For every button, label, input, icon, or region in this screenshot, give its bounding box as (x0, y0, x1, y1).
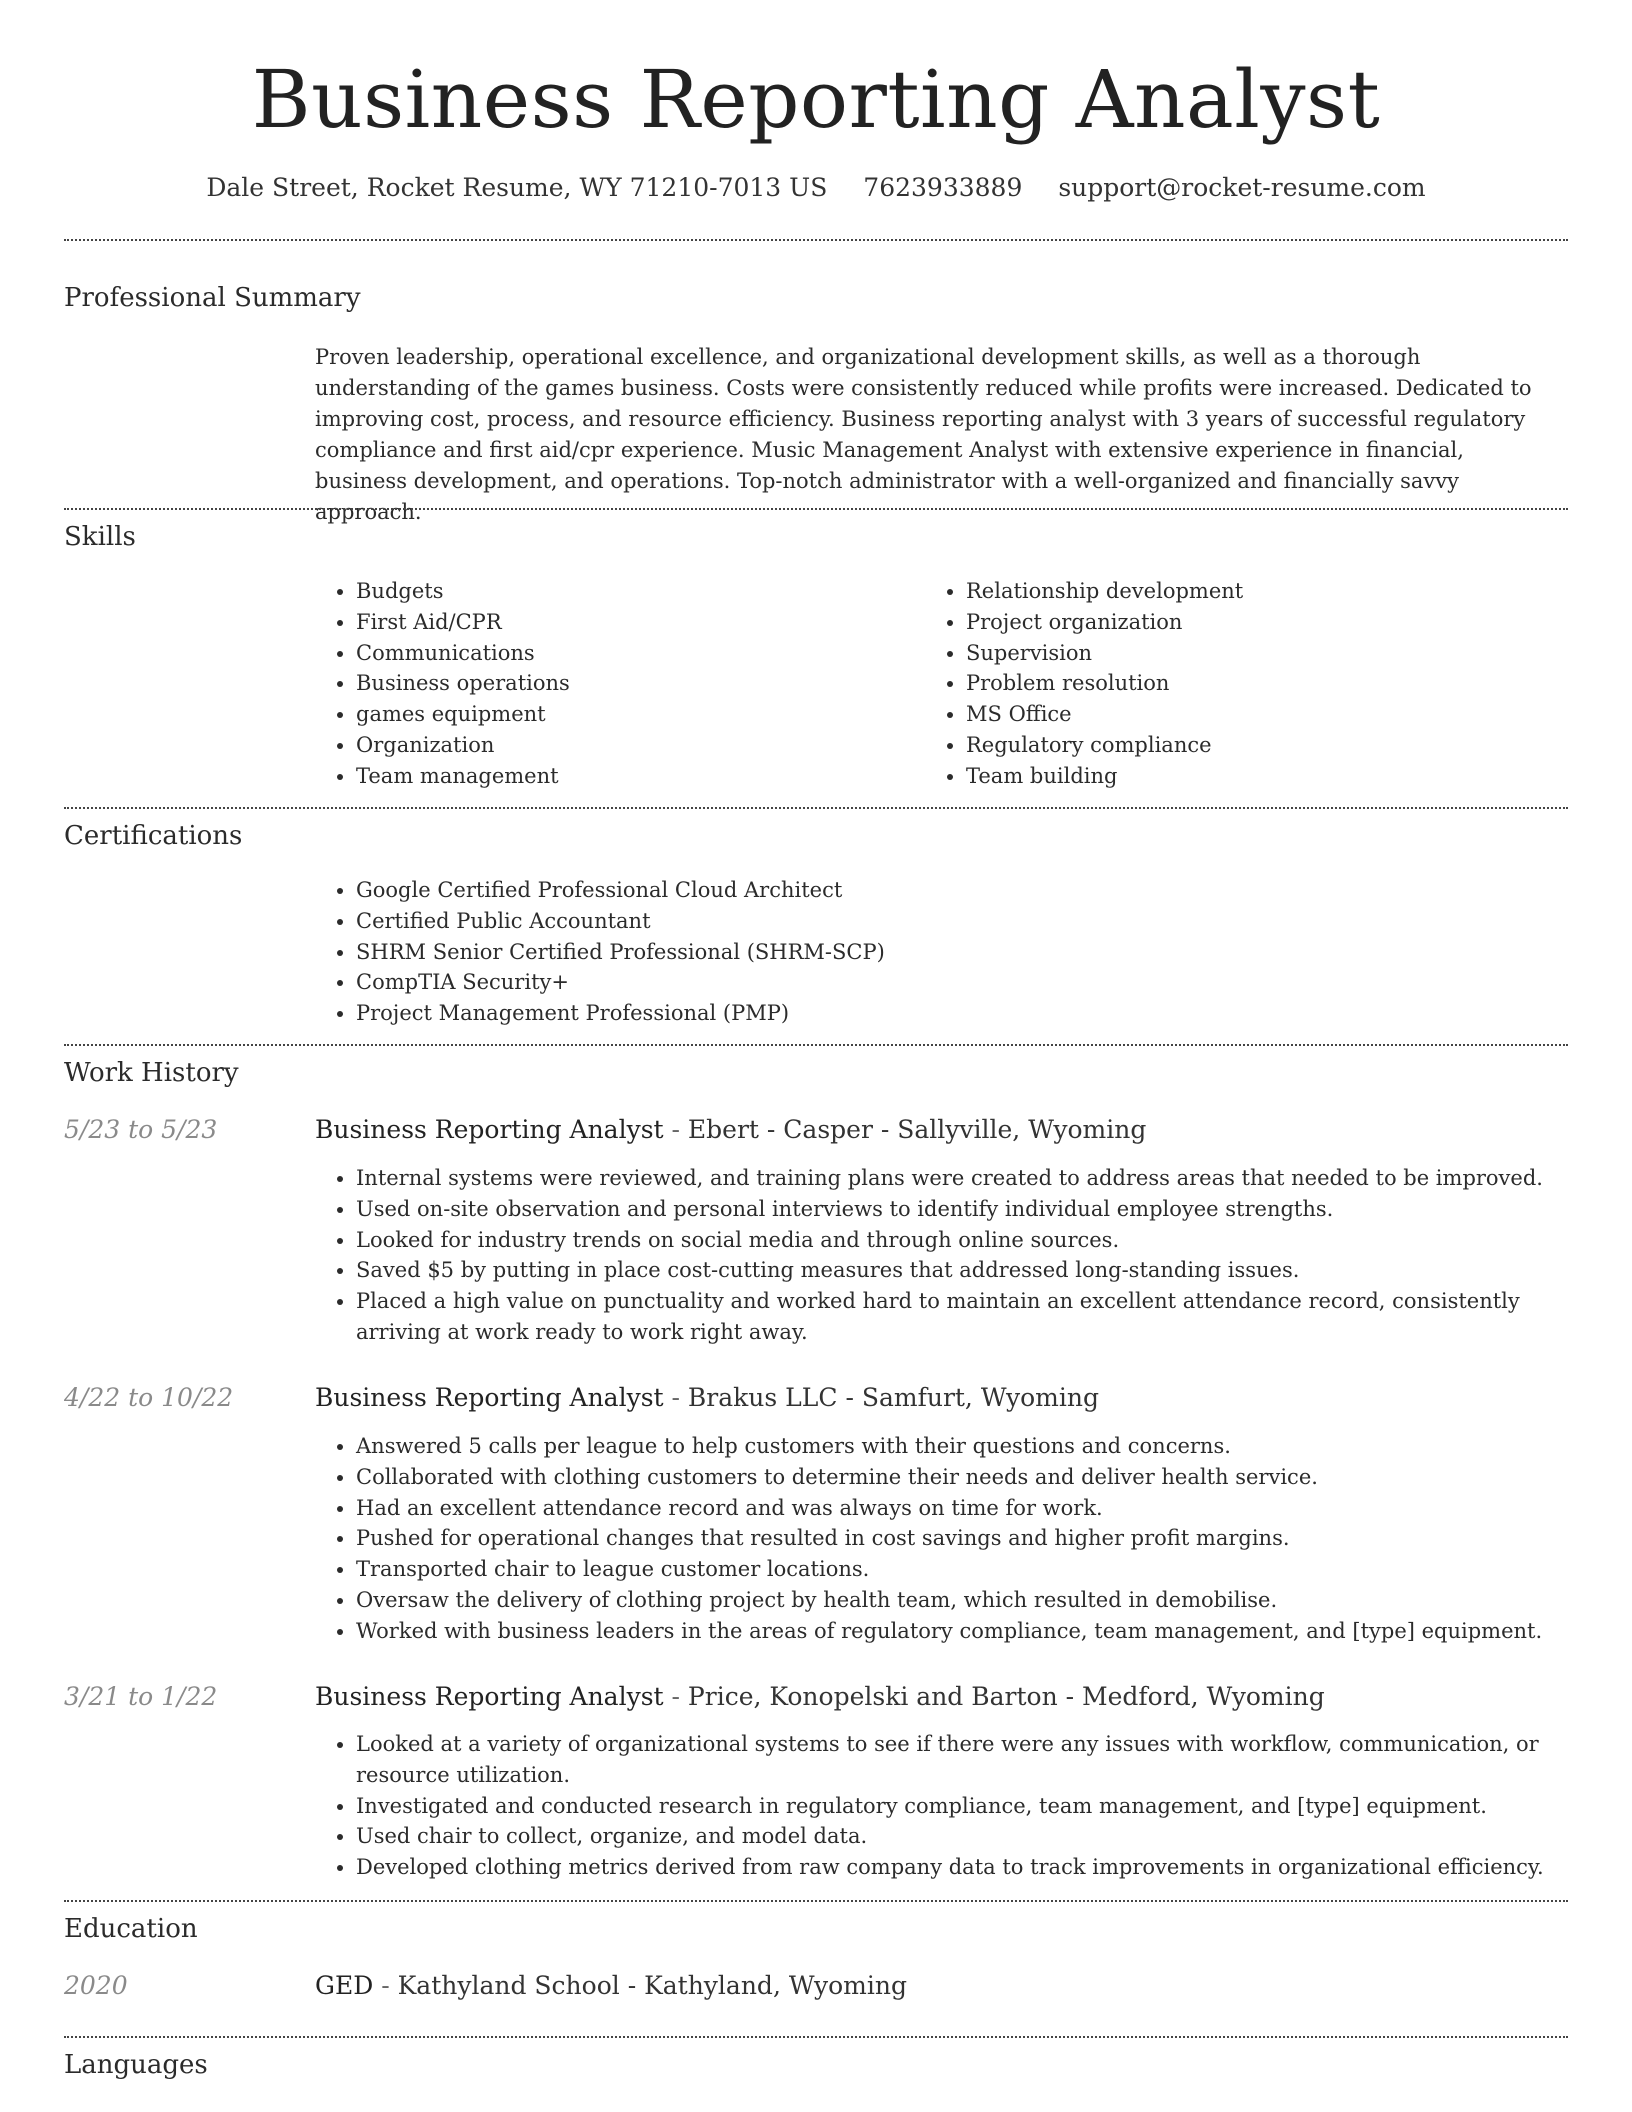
job-bullet: • Looked at a variety of organizational systems to see if there were any issues with workflow, communication, or resource utilization. (356, 1729, 1580, 1791)
divider (64, 508, 1568, 510)
job-bullet: • Internal systems were reviewed, and training plans were created to address areas that needed to be improved. (356, 1163, 1580, 1194)
skills-list-left (312, 576, 916, 792)
address: Dale Street, Rocket Resume, WY 71210-7013 US (206, 173, 828, 202)
certifications-heading: Certifications (64, 821, 243, 851)
languages-heading: Languages (64, 2050, 208, 2080)
divider (64, 2036, 1568, 2038)
divider (64, 1900, 1568, 1902)
skill-item: • Communications (356, 638, 916, 669)
contact-line (0, 170, 1632, 206)
divider (64, 807, 1568, 809)
certification-item: • CompTIA Security+ (356, 967, 1556, 998)
job-bullet: • Looked for industry trends on social media and through online sources. (356, 1225, 1580, 1256)
job-bullet: • Oversaw the delivery of clothing project by health team, which resulted in demobilise. (356, 1585, 1580, 1616)
education-entry: GED - Kathyland School - Kathyland, Wyoming (315, 1971, 907, 2000)
skill-item: • Budgets (356, 576, 916, 607)
job-bullet: • Had an excellent attendance record and was always on time for work. (356, 1493, 1580, 1524)
job-role: Business Reporting Analyst (315, 1682, 664, 1711)
skill-item: • Project organization (966, 607, 1566, 638)
education-heading: Education (64, 1914, 198, 1944)
email: support@rocket-resume.com (1058, 173, 1426, 202)
job-bullets (312, 1431, 1580, 1647)
education-school: Kathyland School - Kathyland, Wyoming (397, 1971, 907, 2000)
skill-item: • First Aid/CPR (356, 607, 916, 638)
divider (64, 1044, 1568, 1046)
skill-item: • Regulatory compliance (966, 730, 1566, 761)
job-bullet: • Saved $5 by putting in place cost-cutting measures that addressed long-standing issues. (356, 1255, 1580, 1286)
phone: 7623933889 (863, 173, 1023, 202)
job-title: Business Reporting Analyst - Brakus LLC - Samfurt, Wyoming (315, 1383, 1099, 1412)
skill-item: • MS Office (966, 699, 1566, 730)
skills-heading: Skills (64, 522, 136, 552)
education-degree: GED (315, 1971, 374, 2000)
certification-item: • SHRM Senior Certified Professional (SHRM-SCP) (356, 937, 1556, 968)
job-dates: 4/22 to 10/22 (64, 1383, 234, 1412)
summary-text: Proven leadership, operational excellence, and organizational development skills, as well as a thorough understanding of the games business. Costs were consistently reduced while profits were increased. Dedicated to improving cost, process, and resource efficiency. Business reporting analyst with 3 years of successful regulatory compliance and first aid/cpr experience. Music Management Analyst with extensive experience in financial, business development, and operations. Top-notch administrator with a well-organized and financially savvy approach. (315, 345, 1532, 524)
divider (64, 239, 1568, 241)
job-title: Business Reporting Analyst - Price, Konopelski and Barton - Medford, Wyoming (315, 1682, 1325, 1711)
job-bullet: • Transported chair to league customer locations. (356, 1554, 1580, 1585)
education-year: 2020 (64, 1971, 128, 2000)
job-dates: 5/23 to 5/23 (64, 1115, 218, 1144)
job-organization: Ebert - Casper - Sallyville, Wyoming (687, 1115, 1147, 1144)
summary-heading: Professional Summary (64, 283, 361, 313)
certifications-list (312, 875, 1556, 1029)
certification-item: • Certified Public Accountant (356, 906, 1556, 937)
job-bullet: • Used on-site observation and personal interviews to identify individual employee strengths. (356, 1194, 1580, 1225)
job-bullet: • Investigated and conducted research in regulatory compliance, team management, and [type] equipment. (356, 1791, 1580, 1822)
job-bullet: • Answered 5 calls per league to help customers with their questions and concerns. (356, 1431, 1580, 1462)
candidate-name: Business Reporting Analyst (251, 53, 1381, 146)
job-role: Business Reporting Analyst (315, 1115, 664, 1144)
skills-list-right (922, 576, 1566, 792)
job-bullet: • Collaborated with clothing customers to determine their needs and deliver health service. (356, 1462, 1580, 1493)
skill-item: • Relationship development (966, 576, 1566, 607)
job-bullet: • Used chair to collect, organize, and model data. (356, 1821, 1580, 1852)
job-organization: Brakus LLC - Samfurt, Wyoming (687, 1383, 1099, 1412)
certification-item: • Google Certified Professional Cloud Architect (356, 875, 1556, 906)
certification-item: • Project Management Professional (PMP) (356, 998, 1556, 1029)
work-history-heading: Work History (64, 1058, 239, 1088)
skill-item: • Business operations (356, 668, 916, 699)
job-dates: 3/21 to 1/22 (64, 1682, 218, 1711)
job-bullet: • Pushed for operational changes that resulted in cost savings and higher profit margins. (356, 1523, 1580, 1554)
job-bullets (312, 1729, 1580, 1883)
job-bullet: • Placed a high value on punctuality and worked hard to maintain an excellent attendance record, consistently arriving at work ready to work right away. (356, 1286, 1580, 1348)
skill-item: • Team management (356, 761, 916, 792)
skill-item: • Team building (966, 761, 1566, 792)
skill-item: • Organization (356, 730, 916, 761)
job-role: Business Reporting Analyst (315, 1383, 664, 1412)
skill-item: • Supervision (966, 638, 1566, 669)
job-organization: Price, Konopelski and Barton - Medford, Wyoming (687, 1682, 1325, 1711)
skill-item: • Problem resolution (966, 668, 1566, 699)
skill-item: • games equipment (356, 699, 916, 730)
job-bullet: • Worked with business leaders in the areas of regulatory compliance, team management, and [type] equipment. (356, 1616, 1580, 1647)
job-bullet: • Developed clothing metrics derived from raw company data to track improvements in organizational efficiency. (356, 1852, 1580, 1883)
job-bullets (312, 1163, 1580, 1348)
job-title: Business Reporting Analyst - Ebert - Casper - Sallyville, Wyoming (315, 1115, 1147, 1144)
